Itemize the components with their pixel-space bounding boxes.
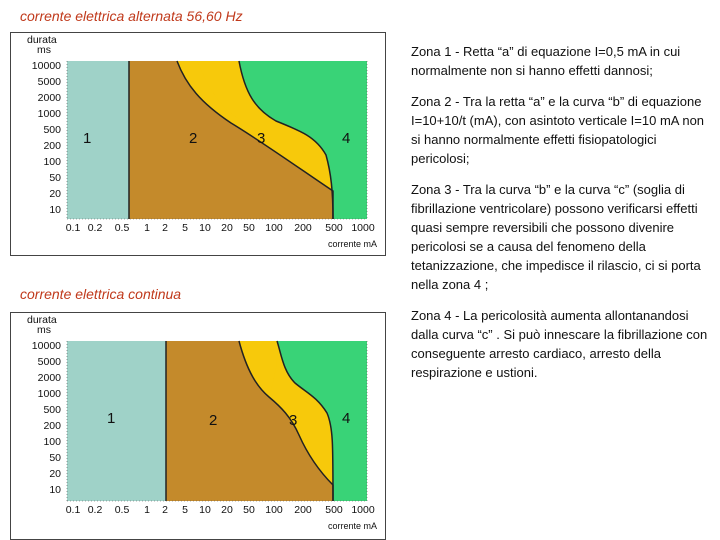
x-tick: 500 [325,222,343,234]
x-axis-title: corrente mA [327,521,377,531]
x-tick: 200 [294,222,312,234]
zone-4-text: La pericolosità aumenta allontanandosi dalla curva “c” . Si può innescare la fibrillazione con conseguente arresto cardiaco, arresto della respirazione e ustioni. [411,308,708,380]
y-tick: 5000 [37,356,61,368]
x-tick: 1 [144,222,150,234]
y-tick: 500 [43,124,61,136]
y-tick-labels [32,340,61,496]
x-tick: 0.1 [65,504,81,516]
x-tick: 0.2 [87,504,103,516]
zone-3-text: Tra la curva “b” e la curva “c” (soglia di fibrillazione ventricolare) possono verificarsi effetti quasi sempre reversibili che possono divenire pericolosi se a causa del fenomeno della tetanizzazione, che impedisce il rilascio, ci si porta nella zona 4 ; [411,182,701,292]
zone-label-1: 1 [83,130,92,147]
x-tick: 2 [162,504,168,516]
x-tick: 5 [182,222,188,234]
y-tick: 1000 [37,108,61,120]
x-tick: 20 [221,504,233,516]
y-tick: 200 [43,140,61,152]
zone-1-area [67,341,166,501]
y-tick: 1000 [37,388,61,400]
x-tick: 1000 [351,222,375,234]
y-tick: 20 [49,468,61,480]
ac-chart [10,32,386,256]
x-tick: 500 [325,504,343,516]
zone-label-2: 2 [189,130,198,147]
y-tick-labels [32,60,61,216]
dc-chart-title: corrente elettrica continua [20,286,182,302]
x-axis-title: corrente mA [327,239,377,249]
x-tick: 2 [162,222,168,234]
dc-chart-svg [11,313,385,539]
x-tick: 10 [199,222,211,234]
y-axis-title-line2: ms [37,324,51,336]
zone-descriptions [411,42,711,394]
x-tick: 100 [265,222,283,234]
zone-label-1: 1 [107,410,116,427]
x-tick: 200 [294,504,312,516]
y-tick: 10 [49,484,61,496]
y-tick: 50 [49,172,61,184]
x-tick: 0.1 [65,222,81,234]
dc-chart [10,312,386,540]
zone-2-heading: Zona 2 - [411,94,460,109]
x-tick: 20 [221,222,233,234]
x-tick: 50 [243,222,255,234]
zone-3-description [411,180,711,294]
y-tick: 50 [49,452,61,464]
zone-label-4: 4 [342,130,351,147]
x-tick: 50 [243,504,255,516]
zone-4-heading: Zona 4 - [411,308,460,323]
x-tick-labels [66,222,375,234]
zone-label-3: 3 [257,130,266,147]
zone-label-2: 2 [209,412,218,429]
y-axis-title-line2: ms [37,44,51,56]
y-tick: 100 [43,156,61,168]
ac-chart-title: corrente elettrica alternata 56,60 Hz [20,8,243,24]
zone-2-description [411,92,711,168]
zone-1-heading: Zona 1 - [411,44,460,59]
zone-1-text: Retta “a” di equazione I=0,5 mA in cui normalmente non si hanno effetti dannosi; [411,44,681,78]
y-tick: 100 [43,436,61,448]
y-axis-title-line1: durata [27,314,57,326]
y-tick: 2000 [37,372,61,384]
y-tick: 5000 [37,76,61,88]
x-tick-labels [66,504,375,516]
x-tick: 1000 [351,504,375,516]
zone-label-4: 4 [342,410,351,427]
x-tick: 0.2 [87,222,103,234]
x-tick: 10 [199,504,211,516]
x-tick: 1 [144,504,150,516]
y-axis-title-line1: durata [27,34,57,46]
x-tick: 100 [265,504,283,516]
zone-1-description [411,42,711,80]
ac-chart-svg [11,33,385,255]
y-tick: 2000 [37,92,61,104]
y-tick: 10000 [31,60,61,72]
x-tick: 0.5 [114,222,130,234]
y-tick: 10 [49,204,61,216]
zone-1-area [67,61,129,219]
x-tick: 0.5 [114,504,130,516]
y-tick: 200 [43,420,61,432]
x-tick: 5 [182,504,188,516]
zone-3-heading: Zona 3 - [411,182,460,197]
y-tick: 20 [49,188,61,200]
y-tick: 10000 [31,340,61,352]
zone-2-text: Tra la retta “a” e la curva “b” di equazione I=10+10/t (mA), con asintoto verticale I=10 mA non si hanno normalmente effetti fisiopatologici pericolosi; [411,94,705,166]
zone-label-3: 3 [289,412,298,429]
y-tick: 500 [43,404,61,416]
zone-4-description [411,306,711,382]
